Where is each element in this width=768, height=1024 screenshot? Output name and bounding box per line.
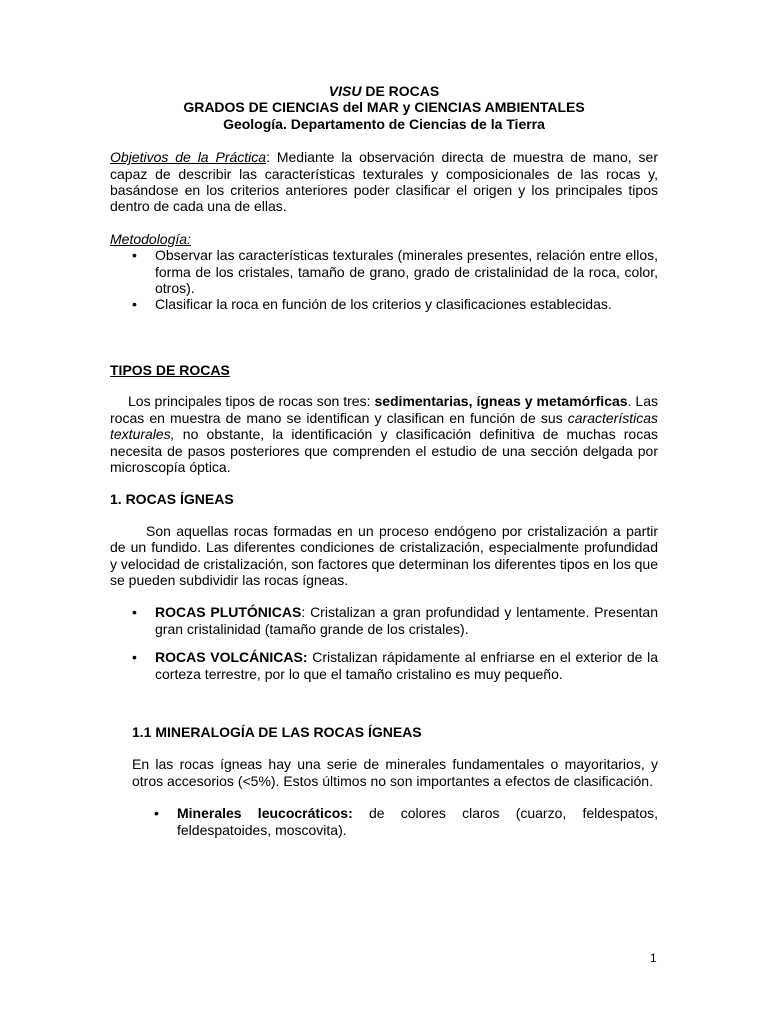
- document-department: Geología. Departamento de Ciencias de la Tierra: [223, 115, 545, 132]
- document-subtitle: GRADOS DE CIENCIAS del MAR y CIENCIAS AMBIENTALES: [183, 99, 585, 116]
- igneas-list: [110, 604, 658, 682]
- igneas-heading: 1. ROCAS ÍGNEAS: [110, 491, 234, 508]
- tipos-paragraph: [110, 393, 658, 475]
- list-item: [110, 649, 658, 682]
- title-rest: DE ROCAS: [361, 83, 440, 99]
- list-item-text: Observar las características texturales (minerales presentes, relación entre ellos, forma de los cristales, tamaño de grano, grado de cristalinidad de la roca, color, otros).: [155, 247, 658, 297]
- bullet-icon: •: [132, 296, 137, 313]
- list-item-text: Cristalizan rápidamente al enfriarse en el exterior de la corteza terrestre, por lo que el tamaño cristalino es muy pequeño.: [155, 649, 659, 682]
- bullet-icon: •: [132, 604, 137, 621]
- list-item: [110, 604, 658, 637]
- document-title: [110, 83, 658, 99]
- list-item: [110, 247, 658, 296]
- tipos-text-start: Los principales tipos de rocas son tres:: [128, 393, 375, 410]
- bullet-icon: •: [132, 649, 137, 666]
- list-item-text: de colores claros (cuarzo, feldespatos, feldespatoides, moscovita).: [177, 805, 658, 838]
- mineralogia-heading: 1.1 MINERALOGÍA DE LAS ROCAS ÍGNEAS: [132, 723, 422, 740]
- list-item: [132, 805, 658, 838]
- mineralogia-paragraph: En las rocas ígneas hay una serie de minerales fundamentales o mayoritarios, y otros accesorios (<5%). Estos últimos no son importantes a efectos de clasificación.: [132, 756, 658, 789]
- bullet-icon: •: [154, 805, 159, 822]
- metodologia-label-line: [110, 231, 658, 247]
- list-item-term: Minerales leucocráticos:: [177, 805, 353, 822]
- tipos-text-bold: sedimentarias, ígneas y metamórficas: [374, 393, 628, 410]
- bullet-icon: •: [132, 247, 137, 264]
- igneas-paragraph: Son aquellas rocas formadas en un proceso endógeno por cristalización a partir de un fundido. Las diferentes condiciones de cristalización, especialmente profundidad y velocidad de cristalización, son factores que determinan los diferentes tipos en los que se pueden subdividir las rocas ígneas.: [110, 522, 658, 588]
- objetivos-label: Objetivos de la Práctica: [110, 149, 267, 166]
- objetivos-paragraph: [110, 149, 658, 215]
- metodologia-list: [110, 247, 658, 313]
- tipos-heading: TIPOS DE ROCAS: [110, 361, 230, 378]
- list-item-term: ROCAS VOLCÁNICAS:: [155, 649, 308, 666]
- page-number: 1: [650, 951, 657, 965]
- tipos-text-mid: . Las rocas en muestra de mano se identifican y clasifican en función de sus: [110, 393, 658, 426]
- tipos-text-italic: características texturales,: [110, 409, 658, 443]
- title-visu: VISU: [328, 83, 362, 99]
- document-page: [110, 83, 658, 838]
- list-item-text: : Cristalizan a gran profundidad y lentamente. Presentan gran cristalinidad (tamaño grande de los cristales).: [155, 604, 658, 637]
- objetivos-text: : Mediante la observación directa de muestra de mano, ser capaz de describir las características texturales y composicionales de las rocas y, basándose en los criterios anteriores poder clasificar el origen y los principales tipos dentro de cada una de ellas.: [110, 149, 658, 215]
- metodologia-label: Metodología:: [110, 230, 191, 247]
- tipos-text-end: no obstante, la identificación y clasificación definitiva de muchas rocas necesita de pasos posteriores que comprenden el estudio de una sección delgada por microscopía óptica.: [110, 426, 658, 475]
- list-item: [110, 296, 658, 312]
- mineralogia-list: [132, 805, 658, 838]
- list-item-term: ROCAS PLUTÓNICAS: [155, 604, 302, 621]
- list-item-text: Clasificar la roca en función de los criterios y clasificaciones establecidas.: [155, 296, 612, 313]
- mineralogia-section: [110, 724, 658, 838]
